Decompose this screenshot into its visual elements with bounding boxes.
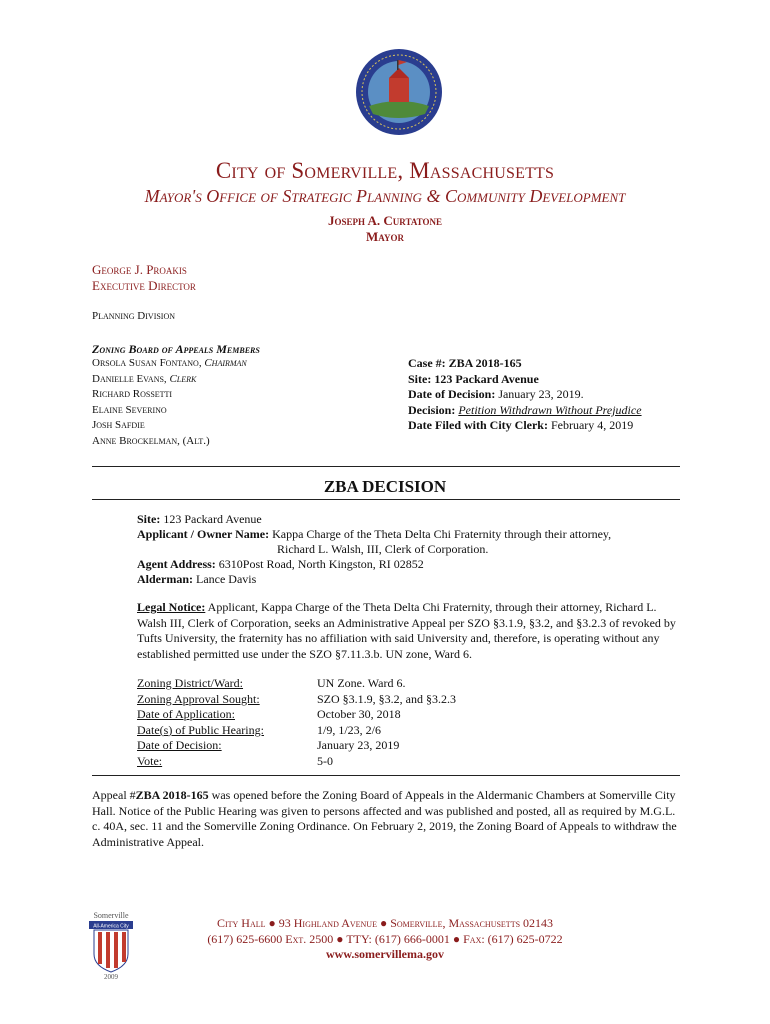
footer-phone: (617) 625-6600 Ext. 2500 ● TTY: (617) 666-0001 ● Fax: (617) 625-0722 — [207, 931, 563, 946]
decision-agent: Agent Address: 6310Post Road, North Kingston, RI 02852 — [137, 557, 424, 571]
board-member: Josh Safdie — [92, 419, 145, 432]
legal-notice: Legal Notice: Applicant, Kappa Charge of the Theta Delta Chi Fraternity, through their attorney, Richard L. Walsh III, Clerk of Corporation, seeks an Administrative Appeal per SZO §3.1.9, §3.2, and §3.2.3 of revoked by Tufts University, the fraternity has no affiliation with said University and, therefore, is operating without any established permitted use under the SZO §7.11.3.b. UN zone, Ward 6. — [137, 600, 676, 661]
director-title: Executive Director — [92, 278, 196, 293]
decision-applicant: Applicant / Owner Name: Kappa Charge of the Theta Delta Chi Fraternity through their attorney, — [137, 527, 612, 541]
divider — [92, 466, 680, 467]
decision-site-block — [137, 512, 611, 587]
footer-website-link[interactable]: www.somervillema.gov — [326, 947, 444, 962]
appeal-paragraph: Appeal #ZBA 2018-165 was opened before the Zoning Board of Appeals in the Aldermanic Chambers at Somerville City Hall. Notice of the Public Hearing was given to persons affected and was published and posted, all as required by M.G.L. c. 40A, sec. 11 and the Somerville Zoning Ordinance. On February 2, 2019, the Zoning Board of Appeals to withdraw the Administrative Appeal. — [92, 788, 677, 849]
detail-row: Date of Decision: January 23, 2019 — [137, 738, 400, 753]
director-name: George J. Proakis — [92, 262, 187, 277]
decision-site: Site: 123 Packard Avenue — [137, 512, 262, 526]
mayor-title: Mayor — [366, 229, 404, 244]
board-member: Richard Rossetti — [92, 388, 173, 401]
case-date: Date of Decision: January 23, 2019. — [408, 387, 584, 402]
decision-applicant-cont: Richard L. Walsh, III, Clerk of Corporation. — [277, 542, 489, 556]
decision-heading: ZBA DECISION — [323, 477, 447, 496]
badge-top-text: Somerville — [93, 911, 129, 920]
divider — [92, 499, 680, 500]
badge-banner-text: All-America City — [93, 923, 129, 930]
case-number: Case #: ZBA 2018-165 — [408, 356, 522, 370]
decision-alderman: Alderman: Lance Davis — [137, 572, 257, 586]
board-member: Anne Brockelman, (Alt.) — [92, 434, 210, 447]
board-member: Elaine Severino — [92, 403, 167, 416]
detail-row: Zoning Approval Sought: SZO §3.1.9, §3.2, and §3.2.3 — [137, 691, 456, 706]
case-filed: Date Filed with City Clerk: February 4, 2019 — [408, 418, 634, 433]
detail-row: Date(s) of Public Hearing: 1/9, 1/23, 2/6 — [137, 722, 382, 737]
detail-row: Vote: 5-0 — [137, 753, 333, 768]
case-site: Site: 123 Packard Avenue — [408, 371, 539, 386]
detail-row: Date of Application: October 30, 2018 — [137, 707, 401, 722]
detail-row: Zoning District/Ward: UN Zone. Ward 6. — [137, 676, 406, 690]
decision-details — [137, 676, 456, 770]
case-summary — [408, 356, 642, 434]
board-member: Danielle Evans, Clerk — [92, 372, 197, 385]
mayor-name: Joseph A. Curtatone — [327, 213, 442, 228]
city-title: City of Somerville, Massachusetts — [215, 158, 555, 183]
board-member: Orsola Susan Fontano, Chairman — [92, 357, 247, 369]
office-title: Mayor's Office of Strategic Planning & Community Development — [144, 186, 626, 206]
case-decision: Decision: Petition Withdrawn Without Prejudice — [408, 402, 642, 417]
board-heading: Zoning Board of Appeals Members — [92, 342, 260, 356]
footer — [0, 916, 770, 963]
footer-address: City Hall ● 93 Highland Avenue ● Somerville, Massachusetts 02143 — [216, 916, 554, 930]
division-label: Planning Division — [92, 310, 176, 322]
divider — [92, 775, 680, 776]
director-block — [92, 262, 196, 294]
city-seal — [355, 48, 443, 136]
board-members-list — [92, 356, 247, 450]
badge-year: 2009 — [104, 973, 118, 980]
